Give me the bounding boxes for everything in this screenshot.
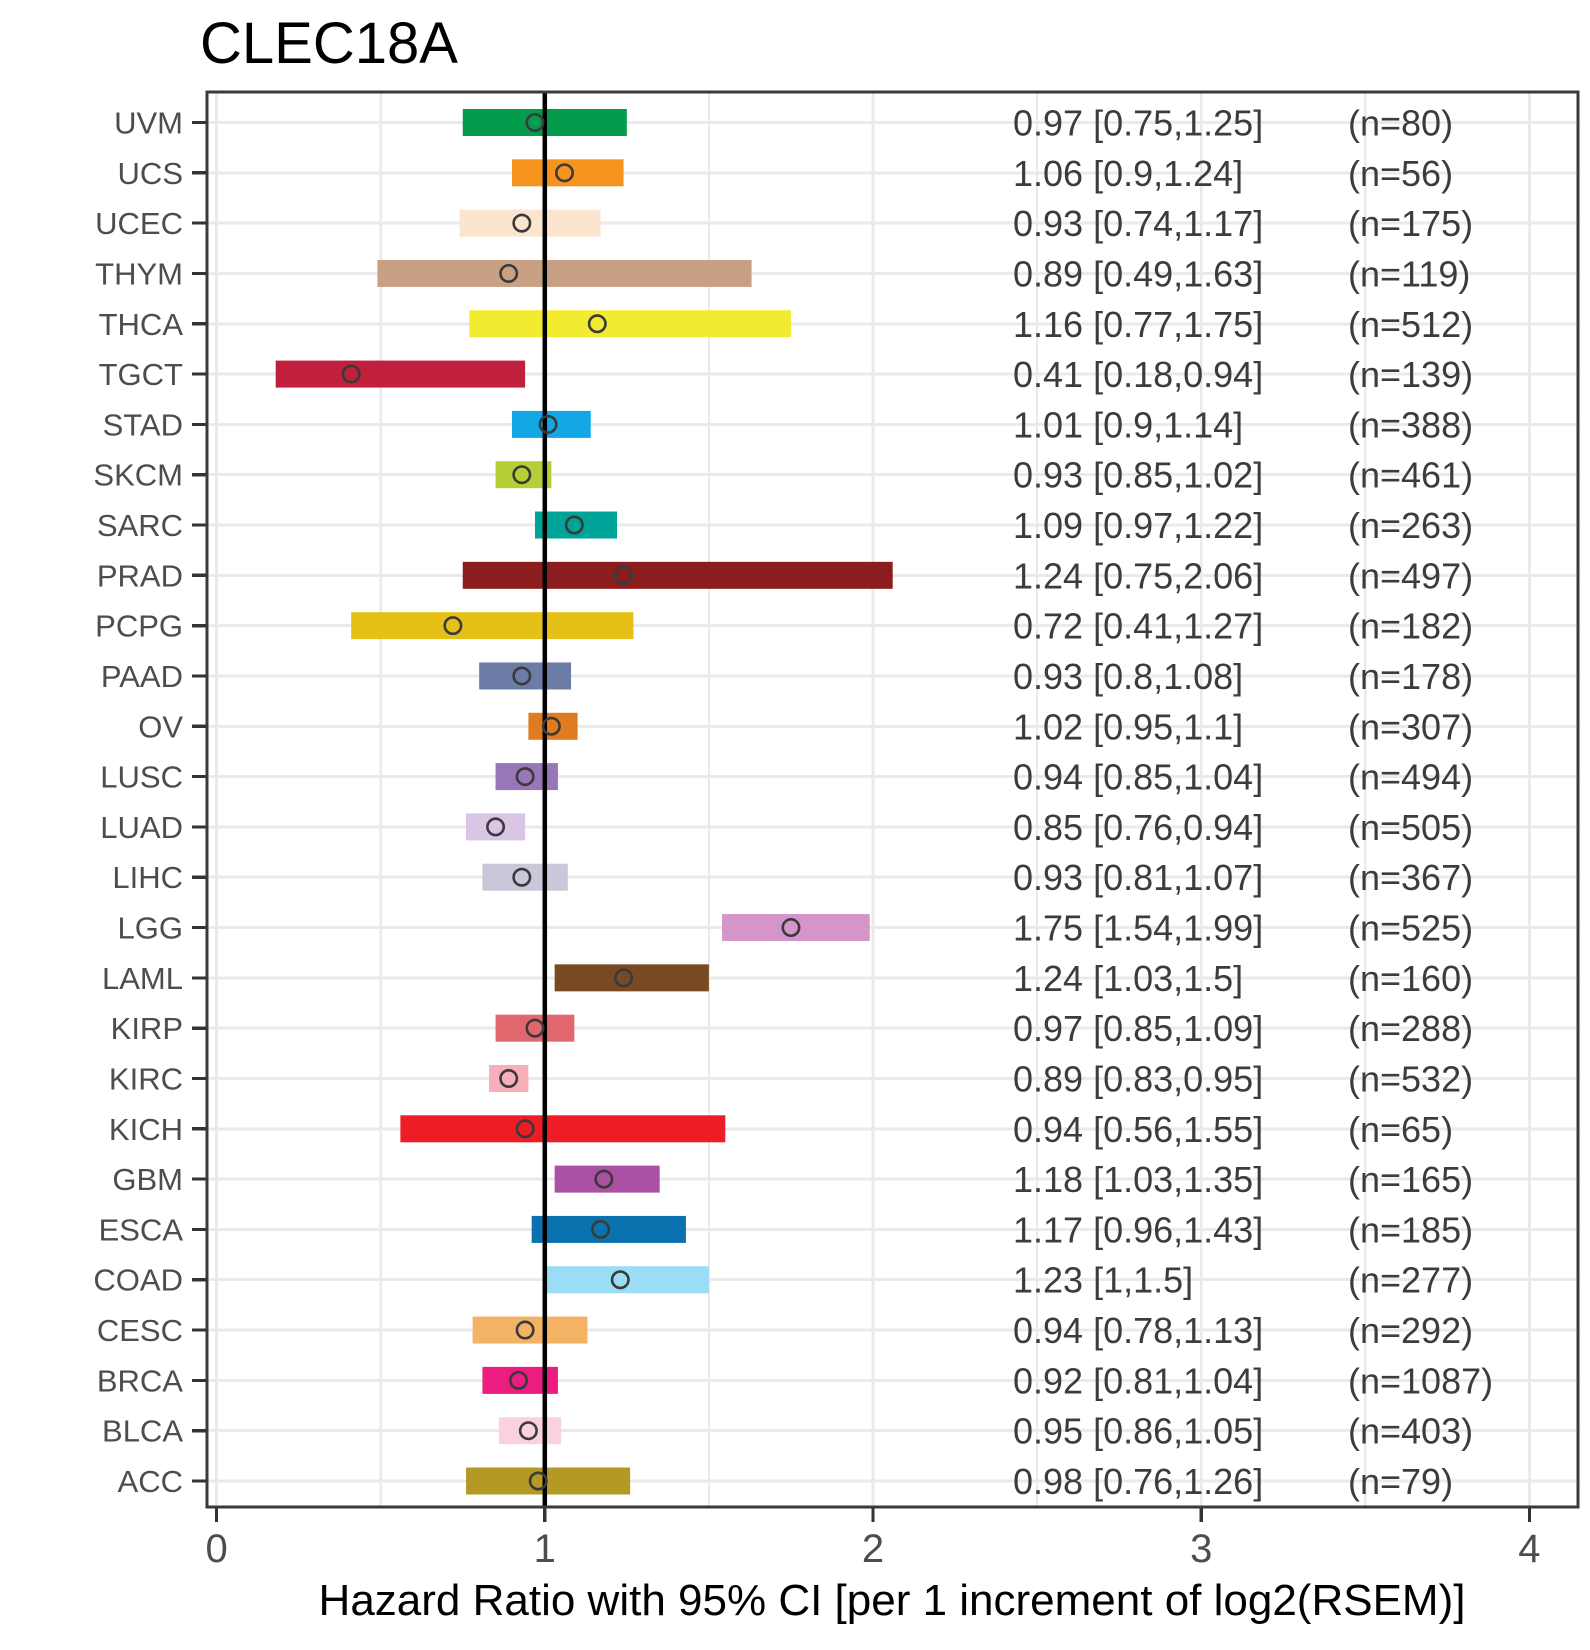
y-label-KIRP: KIRP <box>110 1011 183 1047</box>
y-label-PCPG: PCPG <box>95 608 183 644</box>
n-text-ACC: (n=79) <box>1348 1461 1454 1503</box>
y-label-LUAD: LUAD <box>100 809 183 845</box>
hr-ci-text-PCPG: 0.72 [0.41,1.27] <box>1013 605 1264 647</box>
ci-bar-UCS <box>512 159 624 186</box>
y-label-CESC: CESC <box>96 1313 183 1349</box>
y-label-OV: OV <box>138 709 183 745</box>
y-label-THYM: THYM <box>95 256 183 292</box>
hr-ci-text-PRAD: 1.24 [0.75,2.06] <box>1013 555 1264 597</box>
n-text-THYM: (n=119) <box>1348 253 1471 295</box>
ci-bar-KICH <box>400 1115 725 1142</box>
hr-ci-text-LIHC: 0.93 [0.81,1.07] <box>1013 857 1264 899</box>
hr-ci-text-BRCA: 0.92 [0.81,1.04] <box>1013 1360 1264 1402</box>
y-label-KIRC: KIRC <box>108 1061 183 1097</box>
n-text-COAD: (n=277) <box>1348 1259 1474 1301</box>
y-label-KICH: KICH <box>108 1111 183 1147</box>
n-text-SKCM: (n=461) <box>1348 454 1474 496</box>
n-text-LUSC: (n=494) <box>1348 756 1474 798</box>
hr-ci-text-TGCT: 0.41 [0.18,0.94] <box>1013 354 1264 396</box>
n-text-PCPG: (n=182) <box>1348 605 1474 647</box>
ci-bar-PCPG <box>351 612 633 639</box>
hr-ci-text-LUSC: 0.94 [0.85,1.04] <box>1013 756 1264 798</box>
ci-bar-PRAD <box>463 562 893 589</box>
hr-ci-text-STAD: 1.01 [0.9,1.14] <box>1013 404 1244 446</box>
n-text-ESCA: (n=185) <box>1348 1209 1474 1251</box>
y-label-GBM: GBM <box>112 1162 183 1198</box>
hr-ci-text-BLCA: 0.95 [0.86,1.05] <box>1013 1410 1264 1452</box>
hr-ci-text-ACC: 0.98 [0.76,1.26] <box>1013 1461 1264 1503</box>
y-label-LAML: LAML <box>102 960 183 996</box>
n-text-TGCT: (n=139) <box>1348 354 1474 396</box>
hr-ci-text-KICH: 0.94 [0.56,1.55] <box>1013 1108 1264 1150</box>
n-text-KIRC: (n=532) <box>1348 1058 1474 1100</box>
ci-bar-ACC <box>466 1468 630 1495</box>
x-tick-label-0: 0 <box>205 1527 228 1571</box>
hr-ci-text-UCS: 1.06 [0.9,1.24] <box>1013 152 1244 194</box>
x-tick-label-4: 4 <box>1518 1527 1541 1571</box>
n-text-SARC: (n=263) <box>1348 505 1474 547</box>
hr-ci-text-KIRC: 0.89 [0.83,0.95] <box>1013 1058 1264 1100</box>
hr-ci-text-UCEC: 0.93 [0.74,1.17] <box>1013 203 1264 245</box>
y-label-LUSC: LUSC <box>100 759 183 795</box>
n-text-GBM: (n=165) <box>1348 1159 1474 1201</box>
n-text-UCEC: (n=175) <box>1348 203 1474 245</box>
y-label-PAAD: PAAD <box>100 658 183 694</box>
n-text-KIRP: (n=288) <box>1348 1008 1474 1050</box>
y-label-UCEC: UCEC <box>95 206 183 242</box>
hr-ci-text-KIRP: 0.97 [0.85,1.09] <box>1013 1008 1264 1050</box>
n-text-BRCA: (n=1087) <box>1348 1360 1494 1402</box>
x-tick-label-3: 3 <box>1190 1527 1213 1571</box>
hr-ci-text-THYM: 0.89 [0.49,1.63] <box>1013 253 1264 295</box>
ci-bar-PAAD <box>479 662 571 689</box>
y-label-BLCA: BLCA <box>102 1413 183 1449</box>
y-label-SKCM: SKCM <box>93 457 183 493</box>
y-label-UVM: UVM <box>114 105 183 141</box>
ci-bar-COAD <box>545 1266 709 1293</box>
hr-ci-text-UVM: 0.97 [0.75,1.25] <box>1013 102 1264 144</box>
ci-bar-STAD <box>512 411 591 438</box>
ci-bar-BLCA <box>499 1417 561 1444</box>
hr-ci-text-OV: 1.02 [0.95,1.1] <box>1013 706 1244 748</box>
plot-title: CLEC18A <box>200 11 458 76</box>
n-text-CESC: (n=292) <box>1348 1310 1474 1352</box>
y-label-LGG: LGG <box>117 910 183 946</box>
n-text-UCS: (n=56) <box>1348 152 1454 194</box>
ci-bar-CESC <box>473 1317 588 1344</box>
ci-bar-LIHC <box>482 864 567 891</box>
y-label-UCS: UCS <box>117 155 183 191</box>
y-label-BRCA: BRCA <box>96 1363 183 1399</box>
ci-bar-TGCT <box>276 361 525 388</box>
y-label-PRAD: PRAD <box>96 558 183 594</box>
ci-bar-LUSC <box>496 763 558 790</box>
n-text-THCA: (n=512) <box>1348 303 1474 345</box>
n-text-OV: (n=307) <box>1348 706 1474 748</box>
n-text-PAAD: (n=178) <box>1348 655 1474 697</box>
y-label-LIHC: LIHC <box>112 860 183 896</box>
ci-bar-LGG <box>722 914 870 941</box>
n-text-UVM: (n=80) <box>1348 102 1454 144</box>
x-axis-title: Hazard Ratio with 95% CI [per 1 increment of log2(RSEM)] <box>318 1576 1466 1625</box>
ci-bar-GBM <box>555 1166 660 1193</box>
hr-ci-text-ESCA: 1.17 [0.96,1.43] <box>1013 1209 1264 1251</box>
n-text-LGG: (n=525) <box>1348 907 1474 949</box>
n-text-LUAD: (n=505) <box>1348 806 1474 848</box>
n-text-PRAD: (n=497) <box>1348 555 1474 597</box>
hr-ci-text-LAML: 1.24 [1.03,1.5] <box>1013 957 1244 999</box>
ci-bar-SARC <box>535 512 617 539</box>
hr-ci-text-PAAD: 0.93 [0.8,1.08] <box>1013 655 1244 697</box>
y-label-THCA: THCA <box>98 306 183 342</box>
hr-ci-text-LGG: 1.75 [1.54,1.99] <box>1013 907 1264 949</box>
hr-ci-text-CESC: 0.94 [0.78,1.13] <box>1013 1310 1264 1352</box>
hr-ci-text-SKCM: 0.93 [0.85,1.02] <box>1013 454 1264 496</box>
hr-ci-text-GBM: 1.18 [1.03,1.35] <box>1013 1159 1264 1201</box>
x-tick-label-2: 2 <box>861 1527 885 1571</box>
hr-ci-text-LUAD: 0.85 [0.76,0.94] <box>1013 806 1264 848</box>
y-label-STAD: STAD <box>102 407 183 443</box>
y-label-ACC: ACC <box>117 1464 183 1500</box>
ci-bar-THYM <box>377 260 751 287</box>
n-text-KICH: (n=65) <box>1348 1108 1454 1150</box>
n-text-LIHC: (n=367) <box>1348 857 1474 899</box>
y-label-ESCA: ESCA <box>98 1212 183 1248</box>
n-text-STAD: (n=388) <box>1348 404 1474 446</box>
n-text-BLCA: (n=403) <box>1348 1410 1474 1452</box>
hr-ci-text-SARC: 1.09 [0.97,1.22] <box>1013 505 1264 547</box>
y-label-SARC: SARC <box>96 508 183 544</box>
ci-bar-OV <box>528 713 577 740</box>
hr-ci-text-COAD: 1.23 [1,1.5] <box>1013 1259 1194 1301</box>
n-text-LAML: (n=160) <box>1348 957 1474 999</box>
x-tick-label-1: 1 <box>533 1527 556 1571</box>
y-label-COAD: COAD <box>93 1262 183 1298</box>
hr-ci-text-THCA: 1.16 [0.77,1.75] <box>1013 303 1264 345</box>
ci-bar-THCA <box>469 310 791 337</box>
y-label-TGCT: TGCT <box>98 357 183 393</box>
